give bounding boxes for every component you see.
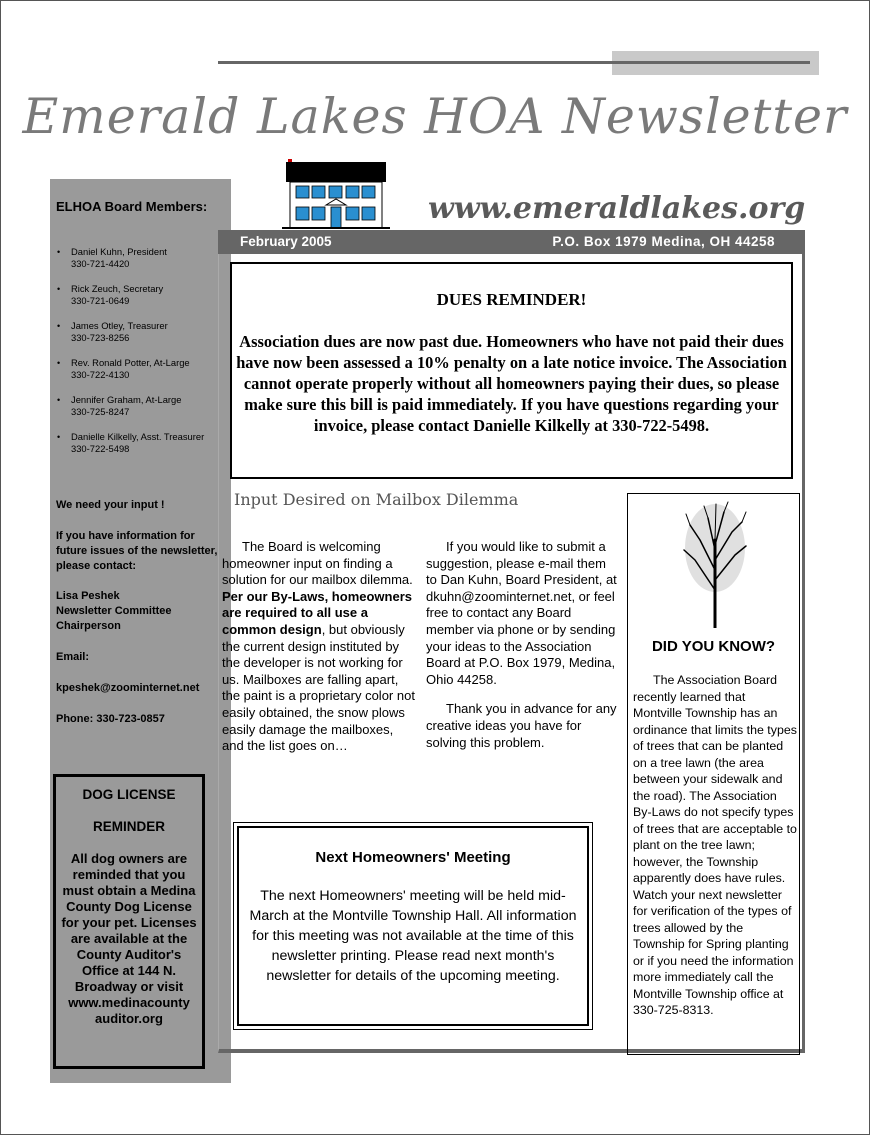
list-item: • Rick Zeuch, Secretary 330-721-0649 (56, 283, 228, 307)
email-label: Email: (56, 651, 90, 663)
list-item: • Daniel Kuhn, President 330-721-4420 (56, 246, 228, 270)
date-bar (218, 230, 805, 254)
list-item: • James Otley, Treasurer 330-723-8256 (56, 320, 228, 344)
list-item: • Jennifer Graham, At-Large 330-725-8247 (56, 394, 228, 418)
masthead-title: Emerald Lakes HOA Newsletter (22, 88, 848, 145)
dog-license-subheading: REMINDER (92, 819, 165, 834)
list-item: • Danielle Kilkelly, Asst. Treasurer 330-722-5498 (56, 431, 228, 455)
dog-license-box (53, 774, 205, 1069)
mailbox-section-title: Input Desired on Mailbox Dilemma (234, 490, 519, 509)
mailing-address: P.O. Box 1979 Medina, OH 44258 (552, 234, 775, 249)
contact-email: kpeshek@zoominternet.net (56, 682, 200, 694)
issue-date: February 2005 (240, 234, 332, 249)
mailbox-paragraph: Thank you in advance for any creative ideas you have for solving this problem. (426, 701, 617, 750)
input-text: If you have information for future issues of the newsletter, please contact: (56, 530, 218, 572)
header-rule (218, 61, 810, 64)
dues-title: DUES REMINDER! (436, 290, 587, 309)
board-member-list (56, 246, 228, 468)
meeting-box (237, 826, 589, 1026)
mailbox-paragraph: If you would like to submit a suggestion, please e-mail them to Dan Kuhn, Board President, at dkuhn@zoominternet.net, or feel free to contact any Board member via phone or by sending your ideas to the Association Board at P.O. Box 1979, Medina, Ohio 44258. (426, 539, 617, 687)
house-icon (282, 157, 390, 229)
meeting-title: Next Homeowners' Meeting (315, 849, 511, 866)
mailbox-column-1 (222, 539, 418, 768)
input-heading: We need your input ! (56, 499, 165, 511)
did-you-know-body: The Association Board recently learned that Montville Township has an ordinance that limits the types of trees that can be planted on a tree lawn (the area between your sidewalk and the road). The Association By-Laws do not specify types of trees that are acceptable to plant on the tree lawn; however, the Township apparently does have rules. Watch your next newsletter for verification of the types of trees allowed by the Township for Spring planting or if you need the information more immediately call the Montville Township office at 330-725-8313. (633, 673, 797, 1017)
mailbox-column-2 (426, 539, 618, 764)
dues-body: Association dues are now past due. Homeowners who have not paid their dues have now been assessed a 10% penalty on a late notice invoice. The Association cannot operate properly without all homeowners paying their dues, so please make sure this bill is paid immediately. If you have questions regarding your invoice, please contact Danielle Kilkelly at 330-722-5498. (236, 332, 787, 435)
contact-role: Newsletter Committee Chairperson (56, 605, 172, 632)
dues-reminder-box (230, 262, 793, 479)
dog-license-body: All dog owners are reminded that you must obtain a Medina County Dog License for your pet. Licenses are available at the County Auditor's Office at 144 N. Broadway or visit www.medinacounty auditor.org (61, 851, 197, 1026)
contact-name: Lisa Peshek (56, 590, 120, 602)
meeting-body: The next Homeowners' meeting will be held mid-March at the Montville Township Hall. All information for this meeting was not available at the time of this newsletter printing. Please read next month's newsletter for details of the upcoming meeting. (249, 888, 577, 984)
list-item: • Rev. Ronald Potter, At-Large 330-722-4130 (56, 357, 228, 381)
did-you-know-title: DID YOU KNOW? (651, 638, 776, 655)
dog-license-heading: DOG LICENSE (82, 787, 176, 802)
board-heading: ELHOA Board Members: (56, 199, 208, 214)
contact-phone: Phone: 330-723-0857 (56, 713, 165, 725)
tree-icon (680, 500, 750, 628)
website-url: www.emeraldlakes.org (428, 191, 806, 226)
mailbox-paragraph: The Board is welcoming homeowner input on finding a solution for our mailbox dilemma. Per our By-Laws, homeowners are required to all use a common design, but obviously the current design instituted by the developer is not working for us. Mailboxes are falling apart, the paint is a proprietary color not easily obtained, the snow plows easily damage the mailboxes, and the list goes on… (222, 539, 415, 754)
